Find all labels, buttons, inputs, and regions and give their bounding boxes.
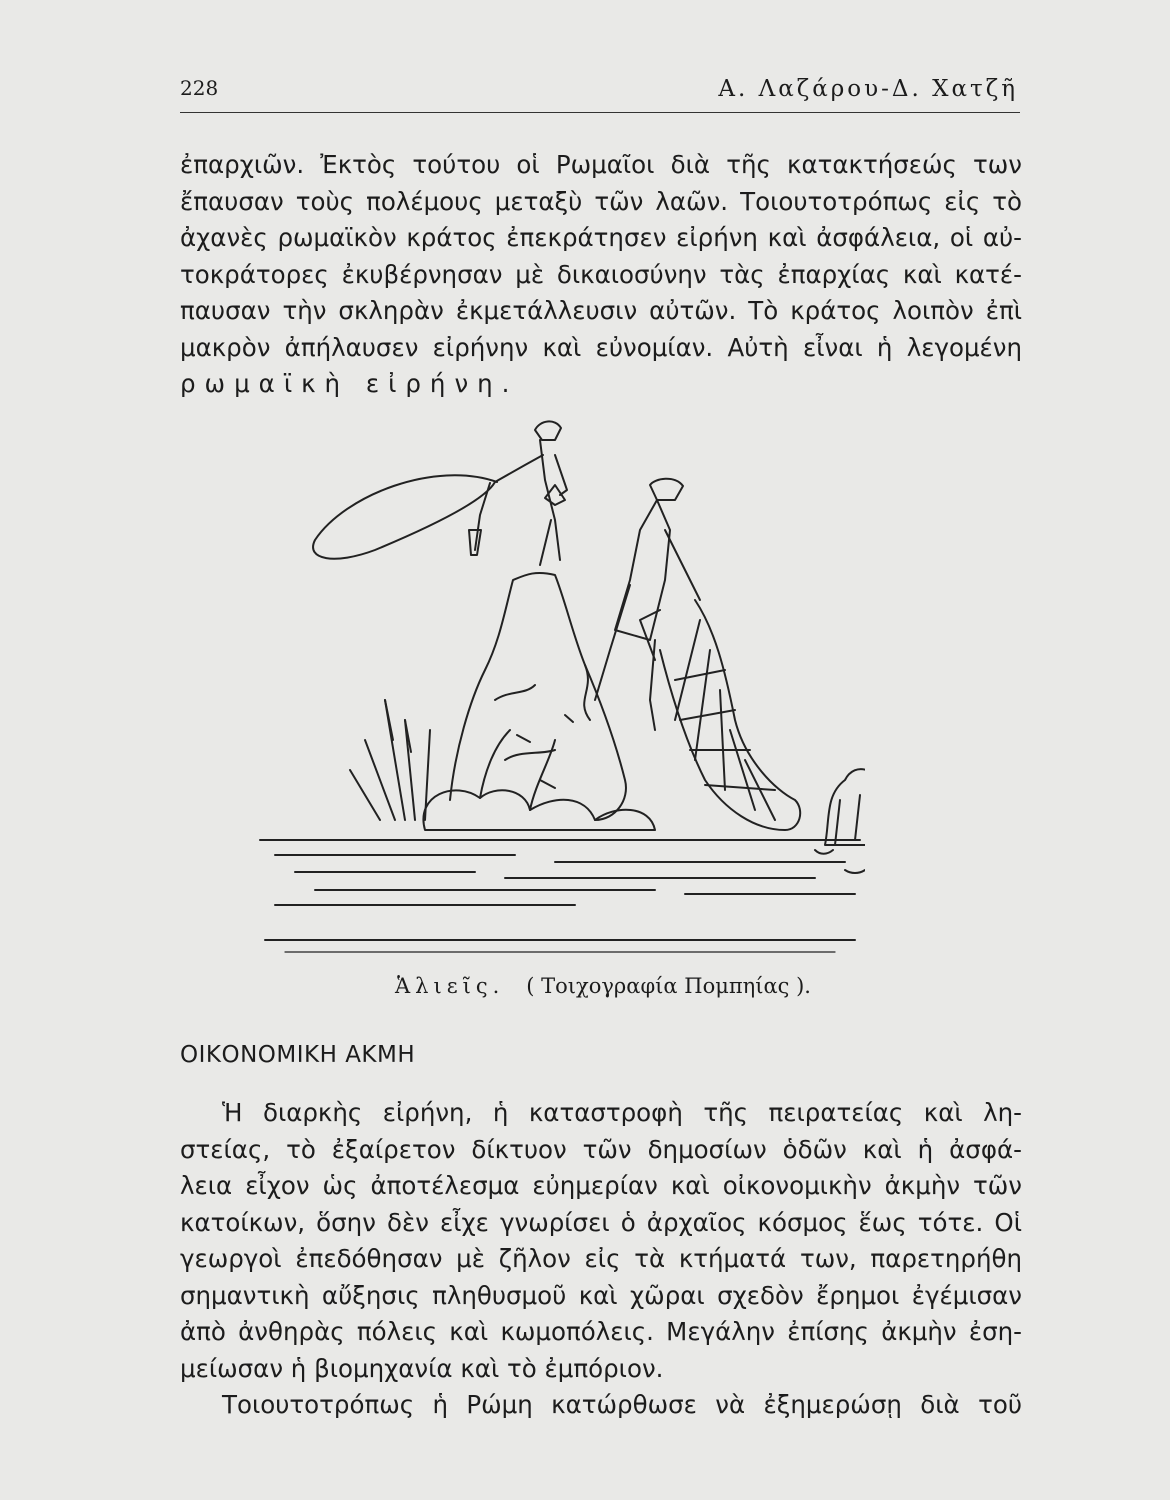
text-line: παυσαν τὴν σκληρὰν ἐκμετάλλευσιν αὐτῶν. Τὸ κράτος λοιπὸν ἐπὶ — [180, 296, 1022, 325]
paragraph-roman-peace — [180, 147, 1022, 403]
section-heading: ΟΙΚΟΝΟΜΙΚΗ ΑΚΜΗ — [180, 1042, 416, 1068]
caption-source: ( Τοιχογραφία Πομπηίας ). — [526, 974, 811, 998]
text-line: κατοίκων, ὅσην δὲν εἶχε γνωρίσει ὁ ἀρχαῖος κόσμος ἕως τότε. Οἱ — [180, 1207, 1022, 1237]
text-line: σημαντικὴ αὔξησις πληθυσμοῦ καὶ χῶραι σχεδὸν ἔρημοι ἐγέμισαν — [180, 1280, 1022, 1310]
text-line: ἀχανὲς ρωμαϊκὸν κράτος ἐπεκράτησεν εἰρήνη καὶ ἀσφάλεια, οἱ αὐ- — [180, 223, 1022, 252]
text-line: ἔπαυσαν τοὺς πολέμους μεταξὺ τῶν λαῶν. Τοιουτοτρόπως εἰς τὸ — [180, 186, 1022, 216]
text-line: ἀπὸ ἀνθηρὰς πόλεις καὶ κωμοπόλεις. Μεγάλην ἐπίσης ἀκμὴν ἐση- — [180, 1317, 1022, 1346]
text-line: λεια εἶχον ὡς ἀποτέλεσμα εὐημερίαν καὶ οἰκονομικὴν ἀκμὴν τῶν — [180, 1171, 1022, 1200]
text-line: μείωσαν ἡ βιομηχανία καὶ τὸ ἐμπόριον. — [180, 1353, 664, 1383]
figure-caption — [395, 974, 811, 998]
text-line: Τοιουτοτρόπως ἡ Ρώμη κατώρθωσε νὰ ἐξημερώσῃ διὰ τοῦ — [222, 1390, 1022, 1419]
text-line-spaced-term: ρωμαϊκὴ εἰρήνη. — [180, 369, 519, 398]
text-line: γεωργοὶ ἐπεδόθησαν μὲ ζῆλον εἰς τὰ κτήματά των, παρετηρήθη — [180, 1244, 1022, 1273]
text-line: τοκράτορες ἐκυβέρνησαν μὲ δικαιοσύνην τὰς ἐπαρχίας καὶ κατέ- — [180, 259, 1022, 289]
running-head-authors: Α. Λαζάρου-Δ. Χατζῆ — [718, 76, 1018, 102]
fishermen-fresco-illustration — [255, 400, 865, 970]
text-line: Ἡ διαρκὴς εἰρήνη, ἡ καταστροφὴ τῆς πειρατείας καὶ λη- — [222, 1098, 1022, 1127]
caption-title: Ἁλιεῖς. — [395, 974, 505, 998]
text-line: μακρὸν ἀπήλαυσεν εἰρήνην καὶ εὐνομίαν. Αὐτὴ εἶναι ἡ λεγομένη — [180, 332, 1022, 362]
paragraph-economic-prosperity — [180, 1095, 1022, 1424]
text-line: στείας, τὸ ἐξαίρετον δίκτυον τῶν δημοσίων ὁδῶν καὶ ἡ ἀσφά- — [180, 1134, 1022, 1164]
page-header — [180, 76, 1020, 113]
text-line: ἐπαρχιῶν. Ἐκτὸς τούτου οἱ Ρωμαῖοι διὰ τῆς κατακτήσεώς των — [180, 150, 1022, 179]
page-number: 228 — [180, 76, 219, 100]
